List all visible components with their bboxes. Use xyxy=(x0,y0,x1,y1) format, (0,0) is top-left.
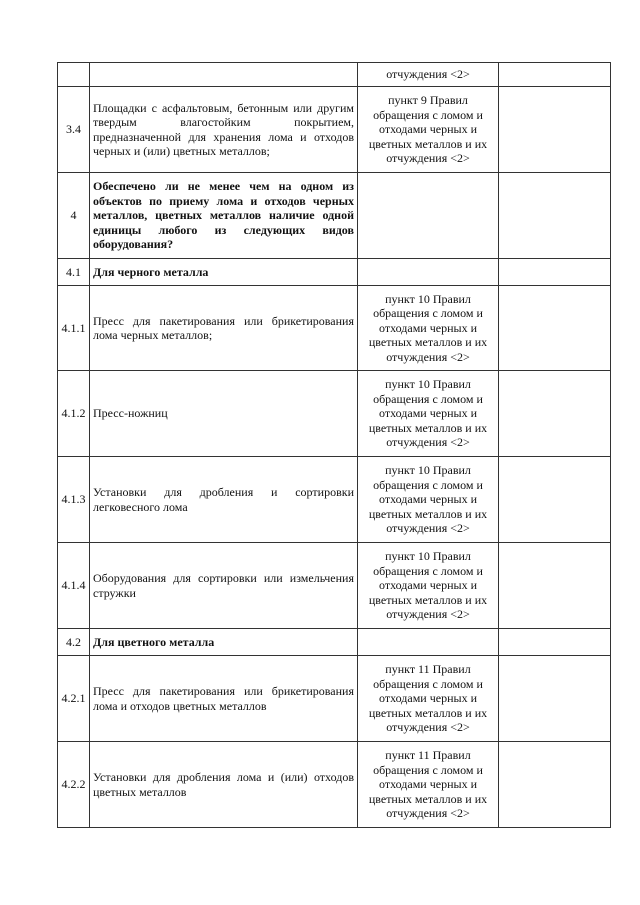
legal-reference: пункт 9 Правил обращения с ломом и отходами черных и цветных металлов и их отчуждения <2> xyxy=(358,87,499,173)
answer-cell xyxy=(499,87,611,173)
answer-cell xyxy=(499,63,611,87)
row-number: 4.2 xyxy=(58,629,90,656)
row-number: 4.2.1 xyxy=(58,656,90,742)
legal-reference: пункт 10 Правил обращения с ломом и отходами черных и цветных металлов и их отчуждения <2> xyxy=(358,543,499,629)
row-number: 3.4 xyxy=(58,87,90,173)
table-row xyxy=(58,656,611,742)
section-heading: Для черного металла xyxy=(90,259,358,286)
row-number: 4.1.3 xyxy=(58,457,90,543)
answer-cell xyxy=(499,457,611,543)
section-heading: Для цветного металла xyxy=(90,629,358,656)
requirement-text xyxy=(90,63,358,87)
requirement-text: Пресс-ножниц xyxy=(90,371,358,457)
table-row xyxy=(58,259,611,286)
table-row xyxy=(58,543,611,629)
row-number: 4.2.2 xyxy=(58,742,90,828)
table-row xyxy=(58,457,611,543)
requirement-text: Установки для дробления и сортировки легковесного лома xyxy=(90,457,358,543)
legal-reference: пункт 10 Правил обращения с ломом и отходами черных и цветных металлов и их отчуждения <2> xyxy=(358,286,499,371)
requirement-text: Оборудования для сортировки или измельчения стружки xyxy=(90,543,358,629)
row-number: 4.1 xyxy=(58,259,90,286)
legal-reference: пункт 10 Правил обращения с ломом и отходами черных и цветных металлов и их отчуждения <2> xyxy=(358,457,499,543)
table-row xyxy=(58,87,611,173)
table-row xyxy=(58,629,611,656)
requirement-text: Площадки с асфальтовым, бетонным или другим твердым влагостойким покрытием, предназначенной для хранения лома и отходов черных и (или) цветных металлов; xyxy=(90,87,358,173)
table-row xyxy=(58,63,611,87)
row-number: 4.1.2 xyxy=(58,371,90,457)
legal-reference: пункт 11 Правил обращения с ломом и отходами черных и цветных металлов и их отчуждения <2> xyxy=(358,656,499,742)
answer-cell xyxy=(499,543,611,629)
legal-reference: пункт 11 Правил обращения с ломом и отходами черных и цветных металлов и их отчуждения <2> xyxy=(358,742,499,828)
table-row xyxy=(58,742,611,828)
answer-cell xyxy=(499,742,611,828)
row-number xyxy=(58,63,90,87)
answer-cell xyxy=(499,259,611,286)
legal-reference: отчуждения <2> xyxy=(358,63,499,87)
row-number: 4.1.4 xyxy=(58,543,90,629)
legal-reference: пункт 10 Правил обращения с ломом и отходами черных и цветных металлов и их отчуждения <2> xyxy=(358,371,499,457)
table-row xyxy=(58,173,611,259)
legal-reference xyxy=(358,173,499,259)
row-number: 4 xyxy=(58,173,90,259)
row-number: 4.1.1 xyxy=(58,286,90,371)
requirement-text: Обеспечено ли не менее чем на одном из объектов по приему лома и отходов черных металлов, цветных металлов наличие одной единицы любого из следующих видов оборудования? xyxy=(90,173,358,259)
legal-reference xyxy=(358,629,499,656)
answer-cell xyxy=(499,656,611,742)
answer-cell xyxy=(499,371,611,457)
legal-reference xyxy=(358,259,499,286)
checklist-table xyxy=(57,62,611,828)
answer-cell xyxy=(499,286,611,371)
answer-cell xyxy=(499,629,611,656)
requirement-text: Пресс для пакетирования или брикетирования лома и отходов цветных металлов xyxy=(90,656,358,742)
requirement-text: Установки для дробления лома и (или) отходов цветных металлов xyxy=(90,742,358,828)
table-row xyxy=(58,286,611,371)
requirement-text: Пресс для пакетирования или брикетирования лома черных металлов; xyxy=(90,286,358,371)
table-row xyxy=(58,371,611,457)
answer-cell xyxy=(499,173,611,259)
